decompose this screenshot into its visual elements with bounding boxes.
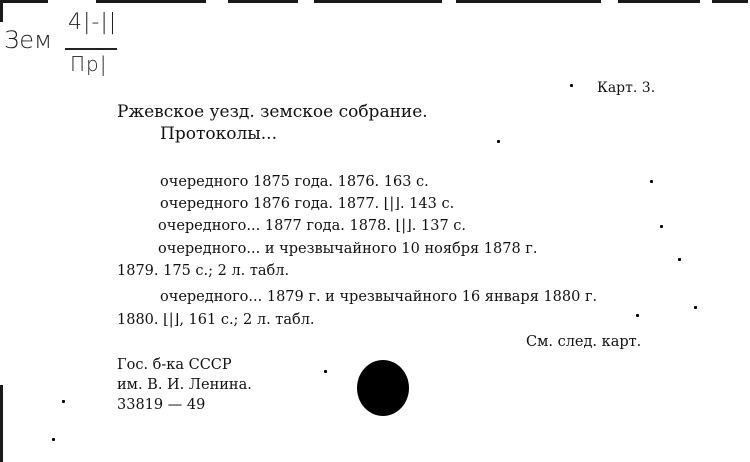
entry-line: очередного... 1877 года. 1878. ⌊|⌋. 137 с. (158, 218, 467, 234)
dust-speck (52, 438, 55, 441)
dust-speck (62, 400, 65, 403)
library-line: Гос. б-ка СССР (117, 357, 232, 373)
dust-speck (694, 306, 697, 309)
library-line: 33819 — 49 (117, 397, 206, 413)
subheading: Протоколы... (160, 124, 277, 144)
left-border-segment (0, 0, 3, 22)
entry-line: очередного 1875 года. 1876. 163 с. (160, 174, 429, 190)
library-line: им. В. И. Ленина. (117, 377, 252, 393)
dust-speck (650, 180, 653, 183)
see-next-card-note: См. след. карт. (526, 334, 642, 350)
dust-speck (660, 225, 663, 228)
entry-line: очередного... и чрезвычайного 10 ноября 1878 г. (158, 241, 538, 257)
top-border-segment (456, 0, 601, 3)
entry-line: очередного... 1879 г. и чрезвычайного 16 января 1880 г. (160, 289, 598, 305)
handwritten-fraction-bar (65, 48, 117, 50)
entry-line: 1879. 175 с.; 2 л. табл. (117, 263, 290, 279)
heading: Ржевское уезд. земское собрание. (117, 102, 428, 122)
left-border-segment (0, 385, 3, 462)
handwritten-shelfmark-top: 4|-|| (68, 10, 118, 35)
top-border-segment (228, 0, 298, 3)
top-border-segment (618, 0, 700, 3)
handwritten-shelfmark-bottom: Пр| (70, 52, 108, 76)
punch-hole (357, 360, 409, 416)
dust-speck (570, 84, 573, 87)
card-number: Карт. 3. (597, 80, 656, 96)
dust-speck (497, 140, 500, 143)
library-stamp (117, 355, 252, 415)
top-border-segment (96, 0, 206, 3)
dust-speck (324, 370, 327, 373)
entry-line: очередного 1876 года. 1877. ⌊|⌋. 143 с. (160, 196, 455, 212)
top-border-segment (0, 0, 48, 3)
handwritten-classification: Зем (4, 26, 53, 54)
top-border-segment (314, 0, 442, 3)
entry-line: 1880. ⌊|⌋, 161 с.; 2 л. табл. (117, 312, 315, 328)
top-border-segment (712, 0, 748, 3)
dust-speck (636, 314, 639, 317)
dust-speck (678, 258, 681, 261)
